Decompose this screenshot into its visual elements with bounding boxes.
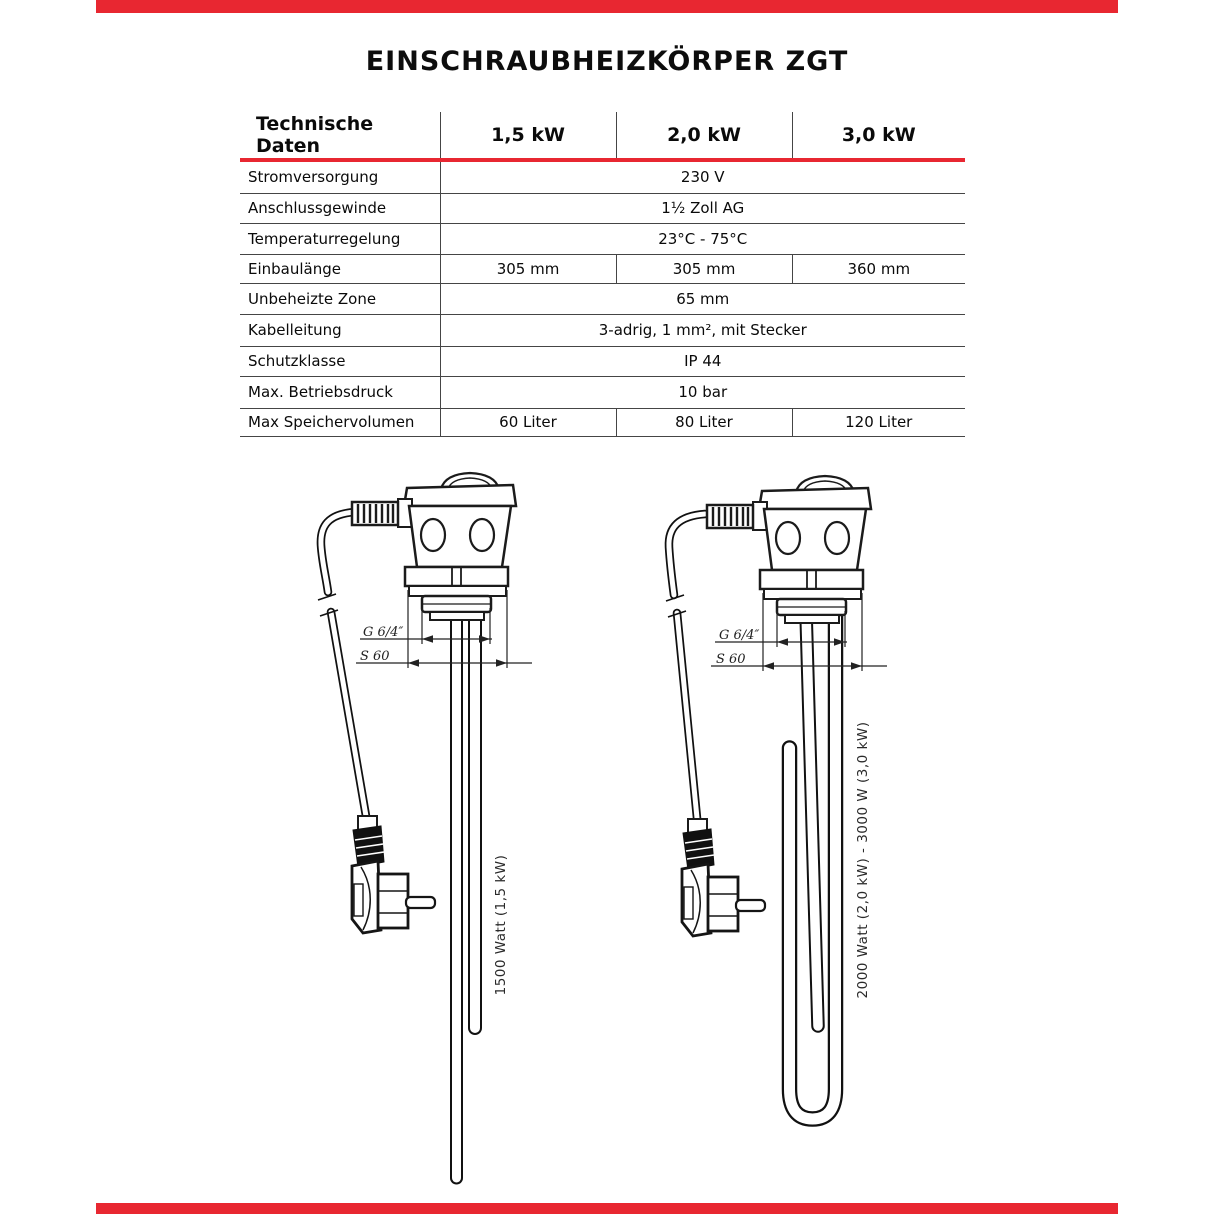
- row-value: 60 Liter: [440, 408, 616, 436]
- thread-dimension-label: G 6/4″: [363, 625, 404, 640]
- row-label: Stromversorgung: [240, 160, 440, 193]
- wrench-dimension-label: S 60: [716, 652, 746, 667]
- header-1-5kw: 1,5 kW: [440, 112, 616, 160]
- wrench-dimension-label: S 60: [360, 649, 390, 664]
- row-value: 360 mm: [792, 254, 965, 283]
- header-2-0kw: 2,0 kW: [616, 112, 792, 160]
- row-value: 230 V: [440, 160, 965, 193]
- thread-dimension-label: G 6/4″: [719, 628, 760, 643]
- row-value: 65 mm: [440, 283, 965, 314]
- table-row: [240, 314, 965, 346]
- schuko-plug: [682, 819, 765, 936]
- bottom-red-bar: [96, 1203, 1118, 1214]
- row-label: Einbaulänge: [240, 254, 440, 283]
- row-value: 80 Liter: [616, 408, 792, 436]
- row-value: 3-adrig, 1 mm², mit Stecker: [440, 314, 965, 346]
- page-title: EINSCHRAUBHEIZKÖRPER ZGT: [365, 46, 849, 77]
- u-tube-heating-element: [790, 610, 836, 1119]
- heating-rods: [457, 612, 476, 1178]
- cable-break-marks: [666, 595, 686, 617]
- table-header-row: [240, 112, 965, 160]
- table-row: [240, 283, 965, 314]
- technical-data-table: [240, 112, 965, 437]
- row-label: Max Speichervolumen: [240, 408, 440, 436]
- technical-drawings: [0, 440, 1214, 1214]
- top-red-bar: [96, 0, 1118, 13]
- power-rating-label: 1500 Watt (1,5 kW): [493, 854, 509, 996]
- header-3-0kw: 3,0 kW: [792, 112, 965, 160]
- row-label: Schutzklasse: [240, 346, 440, 376]
- row-value: 1½ Zoll AG: [440, 193, 965, 223]
- row-label: Temperaturregelung: [240, 223, 440, 254]
- table-row: [240, 408, 965, 436]
- heater-head: [707, 476, 871, 623]
- drawing-1500w-element: [318, 473, 532, 1178]
- table-row: [240, 193, 965, 223]
- heater-head: [352, 473, 516, 620]
- row-label: Anschlussgewinde: [240, 193, 440, 223]
- drawing-2000-3000w-element: [666, 476, 887, 1119]
- schuko-plug: [352, 816, 435, 933]
- power-cable: [318, 512, 366, 816]
- table-row: [240, 223, 965, 254]
- table-row: [240, 346, 965, 376]
- row-value: 120 Liter: [792, 408, 965, 436]
- row-value: 305 mm: [440, 254, 616, 283]
- table-row: [240, 376, 965, 408]
- table-row: [240, 160, 965, 193]
- power-cable: [666, 514, 705, 818]
- row-label: Kabelleitung: [240, 314, 440, 346]
- row-value: IP 44: [440, 346, 965, 376]
- row-value: 23°C - 75°C: [440, 223, 965, 254]
- table-row: [240, 254, 965, 283]
- header-technische-daten: Technische Daten: [240, 112, 440, 160]
- row-value: 10 bar: [440, 376, 965, 408]
- row-label: Unbeheizte Zone: [240, 283, 440, 314]
- row-label: Max. Betriebsdruck: [240, 376, 440, 408]
- power-rating-label: 2000 Watt (2,0 kW) - 3000 W (3,0 kW): [855, 721, 871, 999]
- row-value: 305 mm: [616, 254, 792, 283]
